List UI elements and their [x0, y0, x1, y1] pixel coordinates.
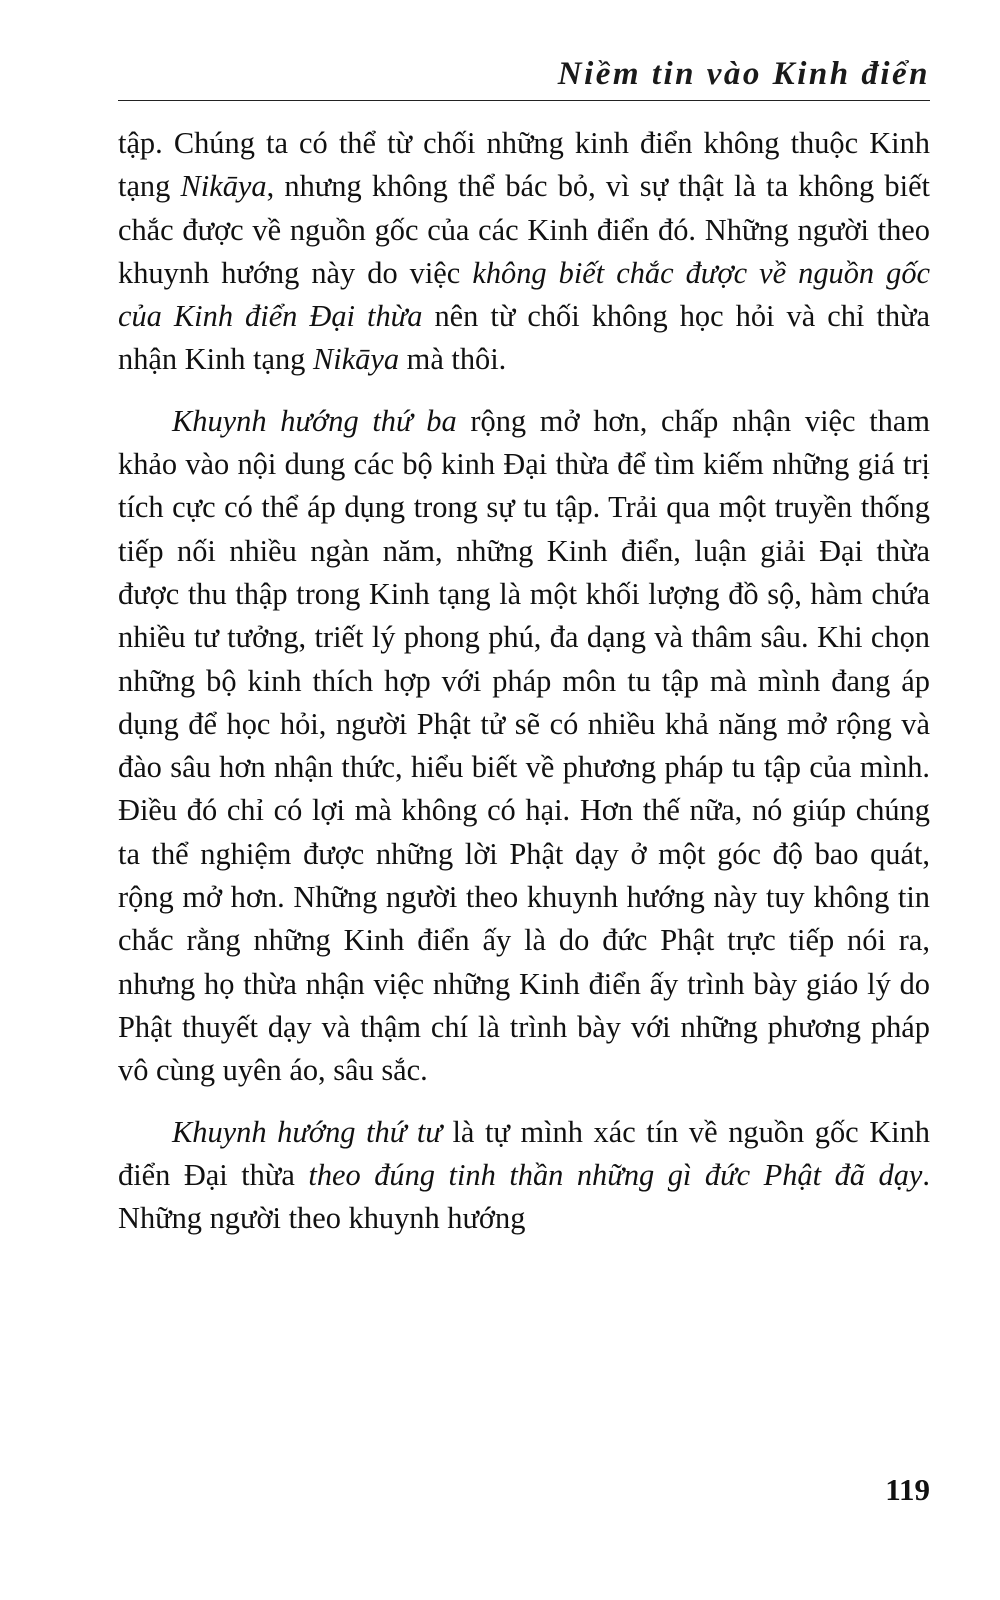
italic-segment: không biết chắc được về nguồn gốc của Kinh điển Đại thừa — [118, 255, 931, 334]
paragraph-1 — [118, 122, 930, 382]
italic-segment: Nikāya — [180, 169, 267, 204]
italic-segment: theo đúng tinh thần những gì đức Phật đã dạy — [308, 1157, 923, 1192]
paragraph-3 — [118, 1111, 930, 1241]
paragraph-gap — [118, 382, 930, 400]
text-segment: là tự mình xác tín về nguồn gốc Kinh điển Đại thừa — [118, 1114, 930, 1192]
running-header — [118, 42, 930, 101]
page-body — [118, 122, 930, 1240]
running-title: Niềm tin vào Kinh điển — [557, 56, 930, 92]
italic-segment: Khuynh hướng thứ ba — [172, 403, 457, 438]
paragraph-gap — [118, 1093, 930, 1111]
text-segment: mà thôi. — [399, 342, 507, 377]
italic-segment: Khuynh hướng thứ tư — [172, 1114, 442, 1149]
page-number: 119 — [885, 1472, 930, 1507]
text-segment: nên từ chối không học hỏi và chỉ thừa nhận Kinh tạng — [118, 299, 930, 377]
text-segment: . Những người theo khuynh hướng — [118, 1157, 930, 1236]
italic-segment: Nikāya — [312, 342, 400, 377]
text-segment: , nhưng không thể bác bỏ, vì sự thật là ta không biết chắc được về nguồn gốc của các Kinh điển đó. Những người theo khuynh hướng này do việc — [118, 169, 931, 290]
text-segment: tập. Chúng ta có thể từ chối những kinh điển không thuộc Kinh tạng — [118, 126, 930, 204]
text-segment: rộng mở hơn, chấp nhận việc tham khảo vào nội dung các bộ kinh Đại thừa để tìm kiếm những giá trị tích cực có thể áp dụng trong sự tu tập. Trải qua một truyền thống tiếp nối nhiều ngàn năm, những Kinh điển, luận giải Đại thừa được thu thập trong Kinh tạng là một khối lượng đồ sộ, hàm chứa nhiều tư tưởng, triết lý phong phú, đa dạng và thâm sâu. Khi chọn những bộ kinh thích hợp với pháp môn tu tập mà mình đang áp dụng để học hỏi, người Phật tử sẽ có nhiều khả năng mở rộng và đào sâu hơn nhận thức, hiểu biết về phương pháp tu tập của mình. Điều đó chỉ có lợi mà không có hại. Hơn thế nữa, nó giúp chúng ta thể nghiệm được những lời Phật dạy ở một góc độ bao quát, rộng mở hơn. Những người theo khuynh hướng này tuy không tin chắc rằng những Kinh điển ấy là do đức Phật trực tiếp nói ra, nhưng họ thừa nhận việc những Kinh điển ấy trình bày giáo lý do Phật thuyết dạy và thậm chí là trình bày với những phương pháp vô cùng uyên áo, sâu sắc. — [118, 403, 930, 1088]
paragraph-2 — [118, 400, 930, 1093]
